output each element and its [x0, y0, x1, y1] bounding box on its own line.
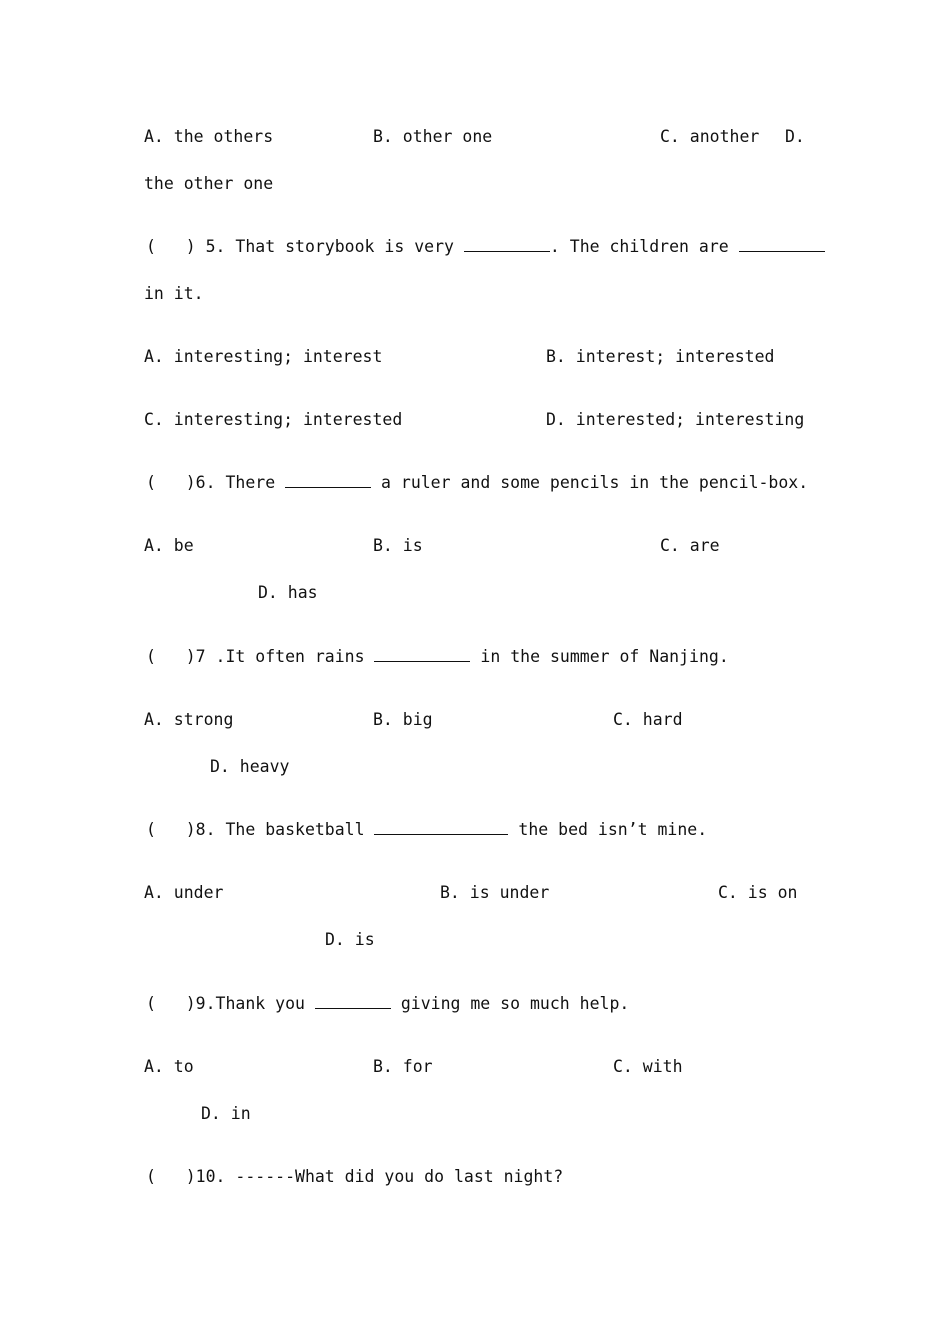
q5-option-c: C. interesting; interested [144, 410, 403, 429]
q9-stem-start: ( )9.Thank you [146, 994, 305, 1013]
q5-option-d: D. interested; interesting [546, 410, 805, 429]
q8-option-c: C. is on [718, 883, 798, 902]
q7-stem [146, 647, 729, 667]
q4-option-b: B. other one [373, 127, 493, 146]
q6-blank[interactable] [285, 473, 371, 488]
q5-stem-start: ( ) 5. That storybook is very [146, 237, 454, 256]
q6-stem-end: a ruler and some pencils in the pencil-box. [381, 473, 809, 492]
q4-option-d: D. [785, 127, 805, 146]
q9-blank[interactable] [315, 994, 391, 1009]
q6-option-a: A. be [144, 536, 194, 555]
q7-stem-end: in the summer of Nanjing. [480, 647, 729, 666]
q8-option-a: A. under [144, 883, 224, 902]
q9-option-b: B. for [373, 1057, 433, 1076]
q7-stem-start: ( )7 .It often rains [146, 647, 365, 666]
q5-blank-2[interactable] [739, 237, 825, 252]
q6-option-c: C. are [660, 536, 720, 555]
q6-stem [146, 473, 808, 493]
q5-stem-continued: in it. [144, 284, 204, 303]
q6-option-d: D. has [258, 583, 318, 602]
q10-stem: ( )10. ------What did you do last night? [146, 1167, 564, 1186]
q8-option-d: D. is [325, 930, 375, 949]
q7-option-d: D. heavy [210, 757, 290, 776]
q8-stem-end: the bed isn’t mine. [518, 820, 708, 839]
q4-option-d-continued: the other one [144, 174, 274, 193]
q5-blank-1[interactable] [464, 237, 550, 252]
q4-option-a: A. the others [144, 127, 274, 146]
q8-blank[interactable] [374, 820, 508, 835]
q7-option-a: A. strong [144, 710, 234, 729]
q9-option-d: D. in [201, 1104, 251, 1123]
q9-stem-end: giving me so much help. [400, 994, 630, 1013]
q7-option-b: B. big [373, 710, 433, 729]
q4-option-c: C. another [660, 127, 760, 146]
q8-option-b: B. is under [440, 883, 550, 902]
q5-option-a: A. interesting; interest [144, 347, 383, 366]
q8-stem [146, 820, 707, 840]
q6-stem-start: ( )6. There [146, 473, 276, 492]
q6-option-b: B. is [373, 536, 423, 555]
q9-stem [146, 994, 629, 1014]
q7-option-c: C. hard [613, 710, 683, 729]
q5-option-b: B. interest; interested [546, 347, 775, 366]
q7-blank[interactable] [374, 647, 470, 662]
q9-option-c: C. with [613, 1057, 683, 1076]
q5-stem-mid: . The children are [549, 237, 729, 256]
q8-stem-start: ( )8. The basketball [146, 820, 365, 839]
q5-stem [146, 237, 825, 257]
q9-option-a: A. to [144, 1057, 194, 1076]
